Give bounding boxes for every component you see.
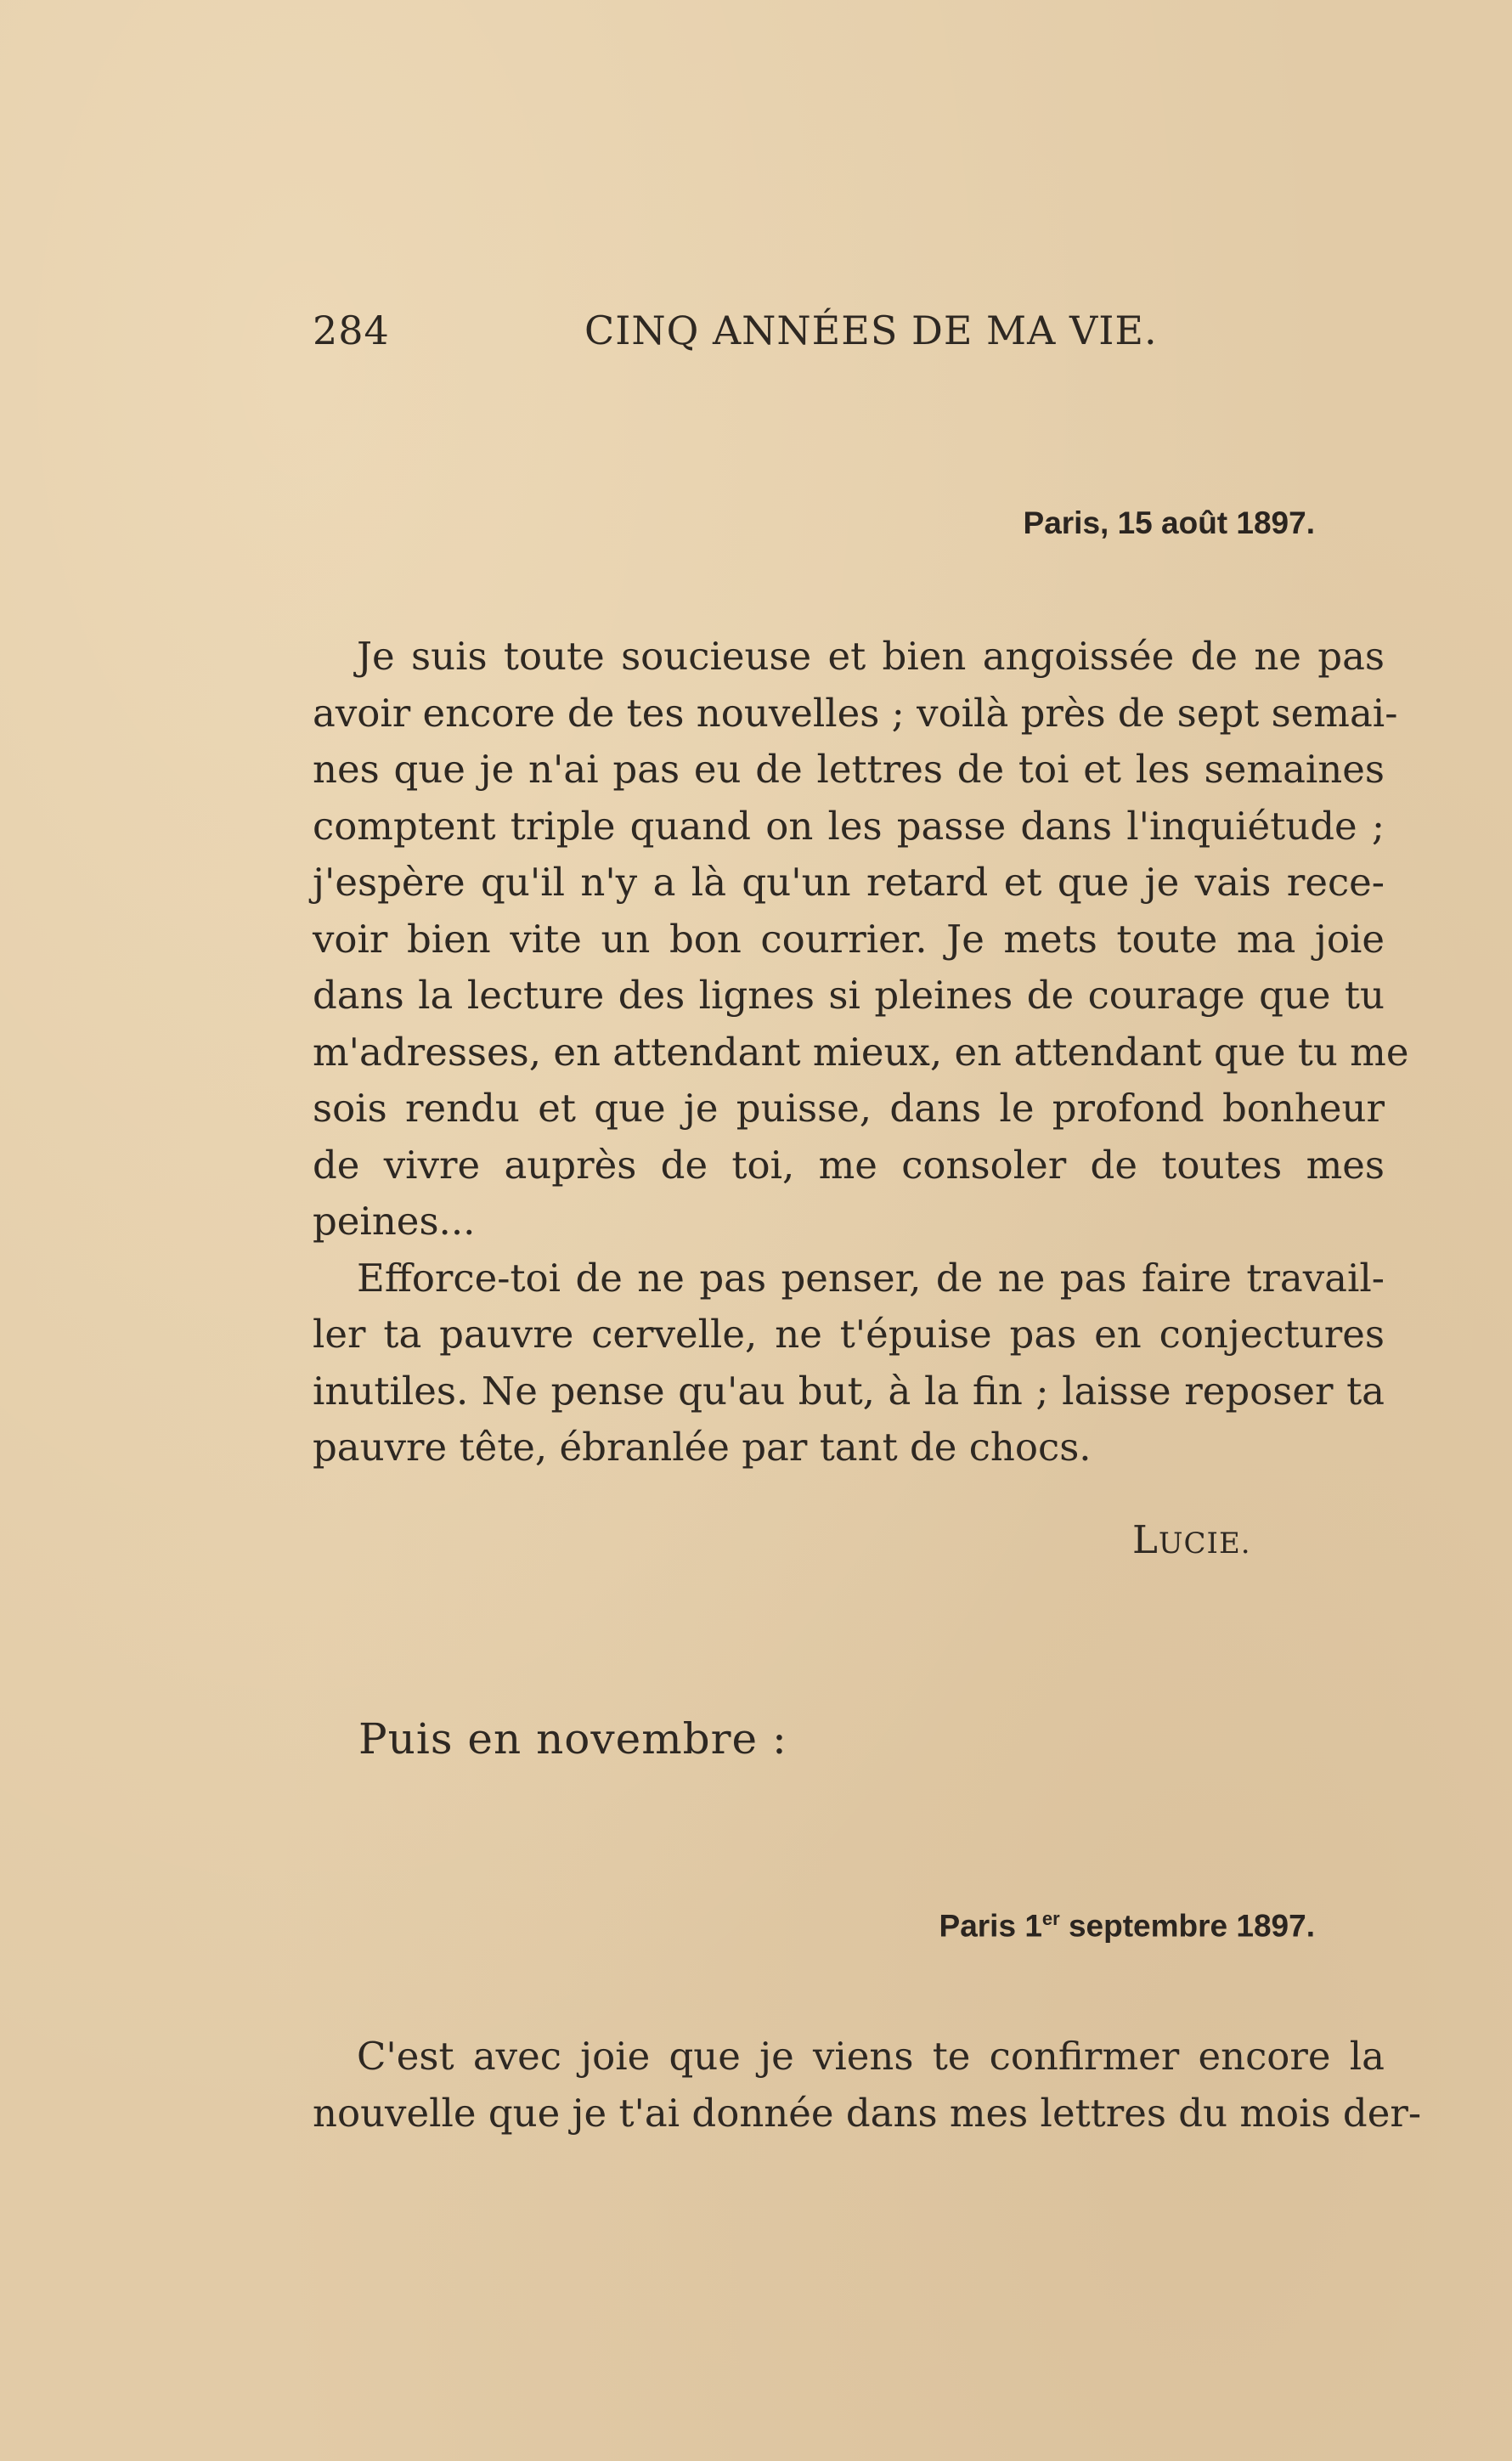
text-line: m'adresses, en attendant mieux, en attendant que tu me bbox=[313, 1029, 1409, 1075]
text-line: peines... bbox=[313, 1199, 476, 1244]
text-line: Je suis toute soucieuse et bien angoissée de ne pas bbox=[357, 634, 1385, 679]
text-line: j'espère qu'il n'y a là qu'un retard et que je vais rece- bbox=[313, 860, 1385, 905]
text-line: nouvelle que je t'ai donnée dans mes lettres du mois der- bbox=[313, 2090, 1422, 2136]
text-line: C'est avec joie que je viens te confirmer encore la bbox=[357, 2034, 1385, 2079]
letter1-dateline: Paris, 15 août 1897. bbox=[1023, 505, 1315, 540]
page-number: 284 bbox=[313, 308, 390, 353]
running-title: CINQ ANNÉES DE MA VIE. bbox=[584, 308, 1158, 353]
text-line: nes que je n'ai pas eu de lettres de toi et les semaines bbox=[313, 747, 1385, 792]
running-head bbox=[313, 308, 1188, 358]
letter1-signature bbox=[1132, 1517, 1251, 1562]
signature-initial: L bbox=[1132, 1517, 1159, 1562]
letter2-dateline bbox=[939, 1908, 1315, 1944]
text-line: voir bien vite un bon courrier. Je mets toute ma joie bbox=[313, 916, 1385, 962]
dateline-suffix: septembre 1897. bbox=[1059, 1908, 1315, 1944]
letter1-body bbox=[313, 629, 1409, 1476]
text-line: dans la lecture des lignes si pleines de courage que tu bbox=[313, 973, 1385, 1018]
text-line: Efforce-toi de ne pas penser, de ne pas faire travail- bbox=[357, 1255, 1385, 1301]
text-line: comptent triple quand on les passe dans l'inquiétude ; bbox=[313, 803, 1385, 849]
text-line: de vivre auprès de toi, me consoler de toutes mes bbox=[313, 1142, 1385, 1188]
text-line: avoir encore de tes nouvelles ; voilà près de sept semai- bbox=[313, 690, 1398, 736]
letter2-body bbox=[313, 2029, 1422, 2142]
interlude-text: Puis en novembre : bbox=[358, 1714, 787, 1764]
text-line: ler ta pauvre cervelle, ne t'épuise pas en conjectures bbox=[313, 1312, 1385, 1357]
signature-rest: UCIE. bbox=[1158, 1527, 1251, 1561]
text-line: sois rendu et que je puisse, dans le profond bonheur bbox=[313, 1086, 1385, 1131]
text-line: pauvre tête, ébranlée par tant de chocs. bbox=[313, 1425, 1092, 1470]
dateline-prefix: Paris 1 bbox=[939, 1908, 1042, 1944]
dateline-ordinal: er bbox=[1041, 1908, 1060, 1929]
text-line: inutiles. Ne pense qu'au but, à la fin ; laisse reposer ta bbox=[313, 1368, 1385, 1414]
